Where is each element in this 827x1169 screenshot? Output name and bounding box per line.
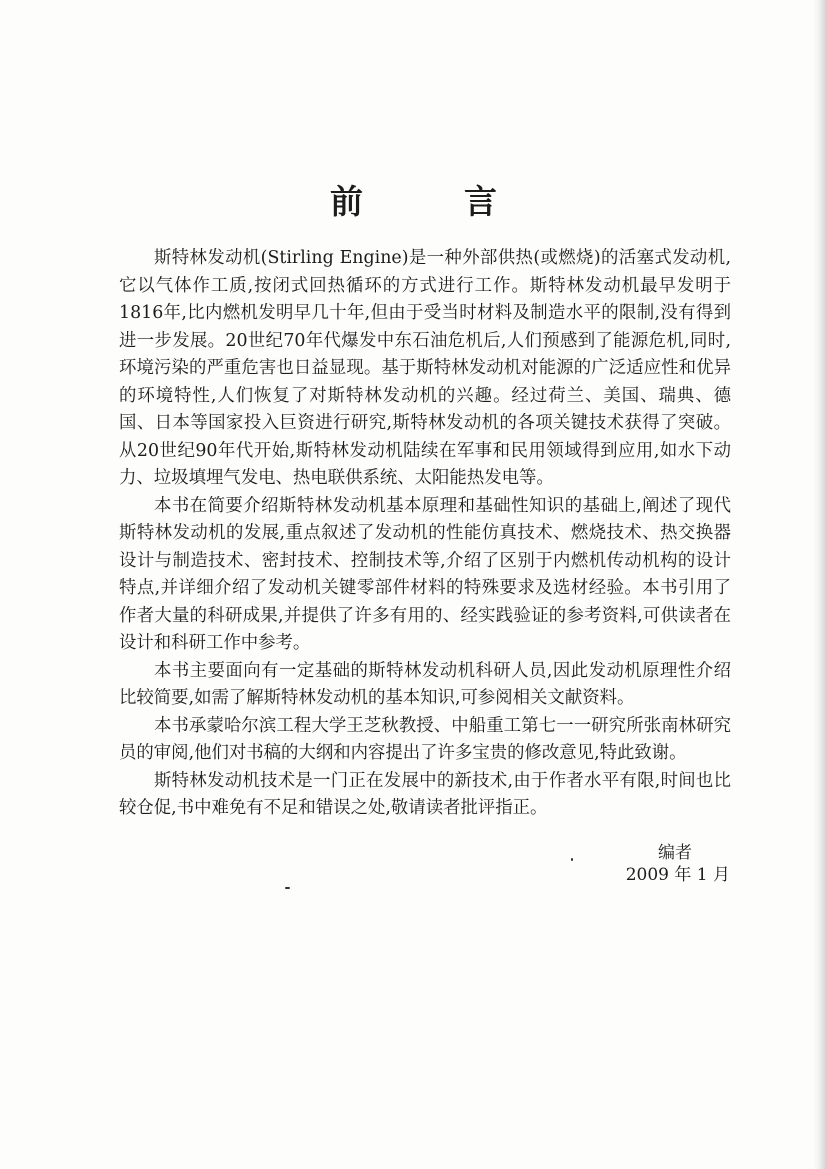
paragraph-2: 本书在简要介绍斯特林发动机基本原理和基础性知识的基础上,阐述了现代斯特林发动机的发展,重点叙述了发动机的性能仿真技术、燃烧技术、热交换器设计与制造技术、密封技术、控制技术等,介绍了区别于内燃机传动机构的设计特点,并详细介绍了发动机关键零部件材料的特殊要求及选材经验。本书引用了作者大量的科研成果,并提供了许多有用的、经实践验证的参考资料,可供读者在设计和科研工作中参考。 (119, 495, 731, 653)
paragraph-4: 本书承蒙哈尔滨工程大学王芝秋教授、中船重工第七一一研究所张南林研究员的审阅,他们对书稿的大纲和内容提出了许多宝贵的修改意见,特此致谢。 (119, 715, 731, 763)
signature-author: 编者 (658, 843, 692, 863)
scan-speck (571, 858, 573, 861)
signature-date: 2009 年 1 月 (625, 865, 730, 885)
page-title: 前 言 (330, 182, 531, 221)
paragraph-1: 斯特林发动机(Stirling Engine)是一种外部供热(或燃烧)的活塞式发动机,它以气体作工质,按闭式回热循环的方式进行工作。斯特林发动机最早发明于1816年,比内燃机发明早几十年,但由于受当时材料及制造水平的限制,没有得到进一步发展。20世纪70年代爆发中东石油危机后,人们预感到了能源危机,同时,环境污染的严重危害也日益显现。基于斯特林发动机对能源的广泛适应性和优异的环境特性,人们恢复了对斯特林发动机的兴趣。经过荷兰、美国、瑞典、德国、日本等国家投入巨资进行研究,斯特林发动机的各项关键技术获得了突破。从20世纪90年代开始,斯特林发动机陆续在军事和民用领域得到应用,如水下动力、垃圾填埋气发电、热电联供系统、太阳能热发电等。 (119, 248, 731, 488)
paragraph-5: 斯特林发动机技术是一门正在发展中的新技术,由于作者水平有限,时间也比较仓促,书中难免有不足和错误之处,敬请读者批评指正。 (119, 770, 731, 818)
scan-speck (285, 887, 290, 889)
preface-body (119, 245, 731, 823)
paragraph-3: 本书主要面向有一定基础的斯特林发动机科研人员,因此发动机原理性介绍比较简要,如需了解斯特林发动机的基本知识,可参阅相关文献资料。 (119, 660, 731, 708)
